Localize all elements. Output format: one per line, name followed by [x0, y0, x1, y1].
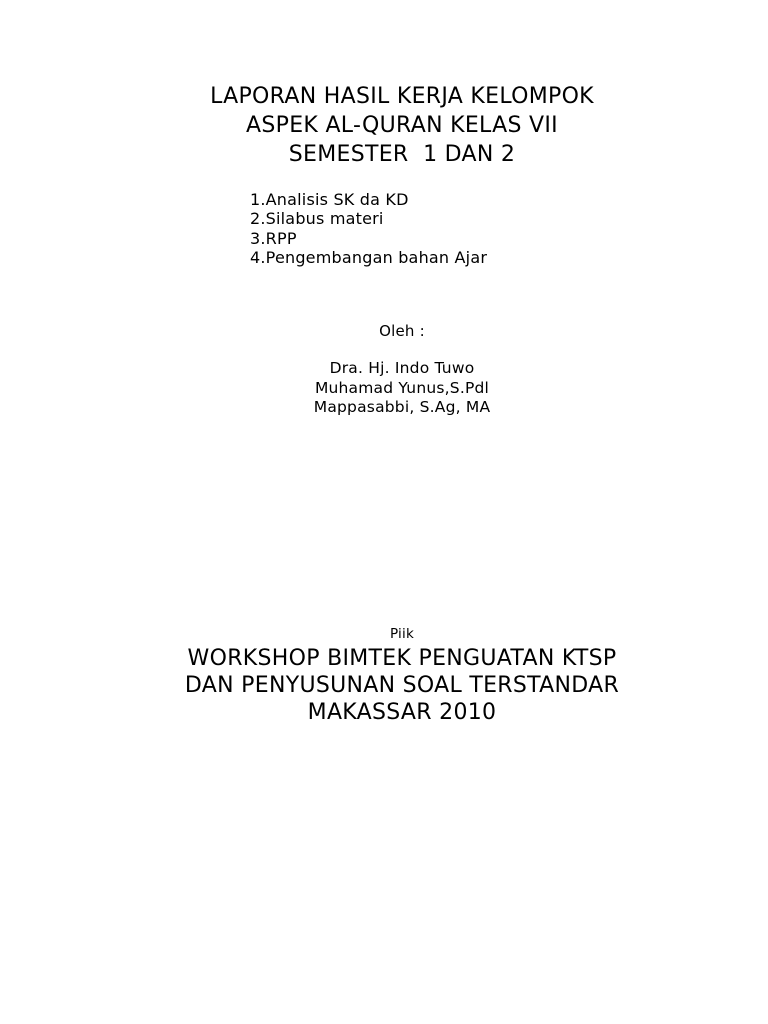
title-line-3: SEMESTER 1 DAN 2 — [288, 142, 516, 167]
list-item: 1.Analisis SK da KD — [250, 190, 409, 209]
list-item: 4.Pengembangan bahan Ajar — [250, 247, 488, 267]
footer-line-2: DAN PENYUSUNAN SOAL TERSTANDAR — [184, 673, 620, 698]
title-line-1: LAPORAN HASIL KERJA KELOMPOK — [210, 84, 594, 109]
title-line-2: ASPEK AL-QURAN KELAS VII — [246, 113, 558, 138]
footer-line-3: MAKASSAR 2010 — [307, 700, 497, 725]
contents-list — [250, 190, 487, 267]
author-name: Muhamad Yunus,S.Pdl — [314, 378, 490, 397]
report-title — [0, 82, 768, 169]
byline — [0, 322, 768, 418]
footer-line-1: WORKSHOP BIMTEK PENGUATAN KTSP — [187, 646, 617, 671]
author-name: Mappasabbi, S.Ag, MA — [313, 398, 491, 416]
byline-label: Oleh : — [379, 322, 425, 340]
list-item: 3.RPP — [250, 228, 297, 248]
small-label: Piik — [390, 626, 414, 642]
author-name: Dra. Hj. Indo Tuwo — [329, 359, 475, 377]
event-footer — [0, 625, 768, 726]
list-item: 2.Silabus materi — [250, 209, 384, 229]
